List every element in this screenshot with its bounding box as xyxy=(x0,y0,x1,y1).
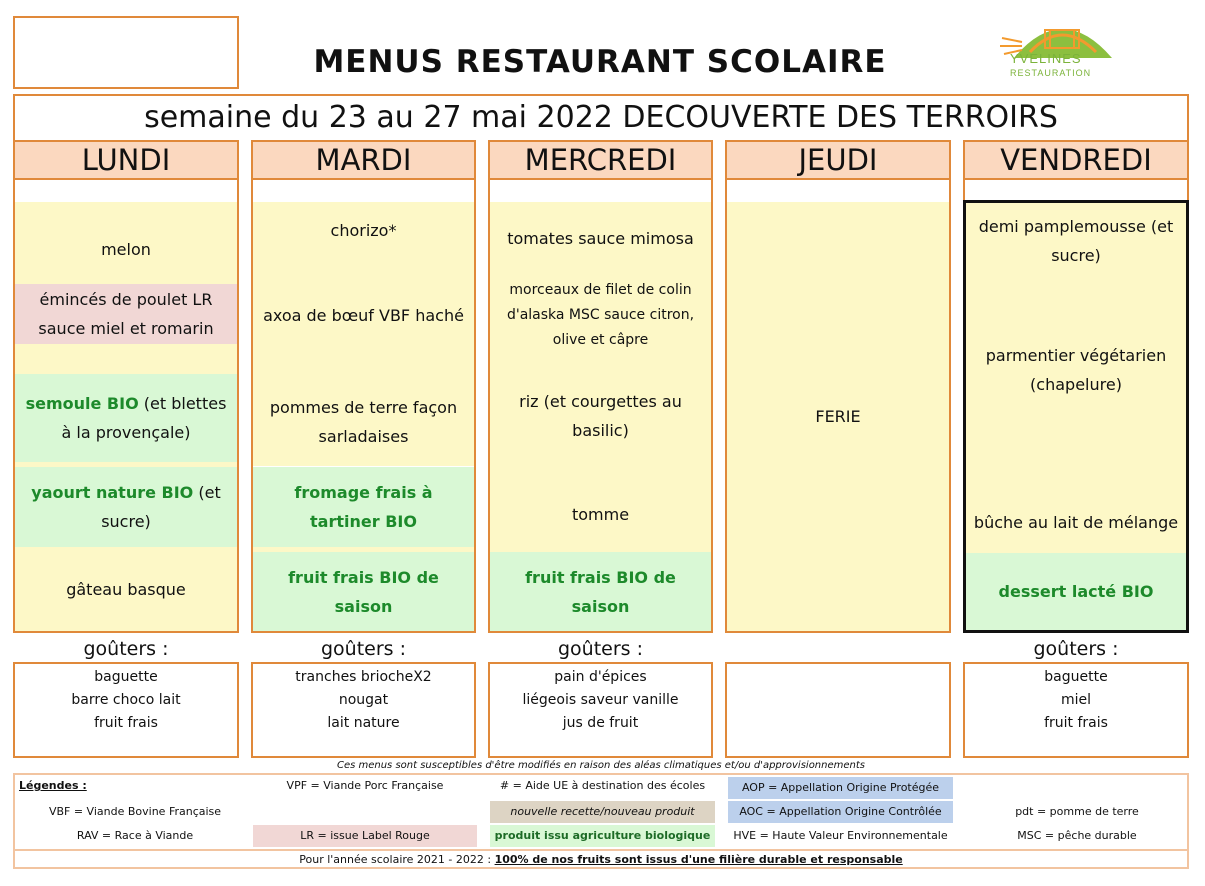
legend-vpf: VPF = Viande Porc Française xyxy=(286,779,444,792)
menu-dessert: fruit frais BIO de saison xyxy=(253,552,474,631)
gouter-item: lait nature xyxy=(327,715,400,731)
gouter-label-mardi: goûters : xyxy=(320,638,407,660)
blank-header-box xyxy=(13,16,239,89)
day-header-mardi: MARDI xyxy=(251,140,476,180)
legend-rav: RAV = Race à Viande xyxy=(76,829,194,842)
week-title: semaine du 23 au 27 mai 2022 DECOUVERTE DES TERROIRS xyxy=(13,94,1189,140)
gouter-box-jeudi xyxy=(725,662,951,758)
gouter-item: miel xyxy=(1060,692,1092,708)
day-header-jeudi: JEUDI xyxy=(725,140,951,180)
gouter-label-vendredi: goûters : xyxy=(1033,638,1119,660)
legend-aoc: AOC = Appellation Origine Contrôlée xyxy=(728,801,953,823)
bio-label: semoule BIO xyxy=(25,394,139,413)
menu-starter: chorizo* xyxy=(253,202,474,252)
legend-title: Légendes : xyxy=(19,779,87,792)
legend-new: nouvelle recette/nouveau produit xyxy=(490,801,715,823)
gouter-item: liégeois saveur vanille xyxy=(522,692,679,708)
menu-dessert: dessert lacté BIO xyxy=(966,553,1186,630)
legend-ue: # = Aide UE à destination des écoles xyxy=(499,779,706,792)
bio-label: yaourt nature BIO xyxy=(31,483,194,502)
footer-note xyxy=(13,849,1189,869)
menu-starter: melon xyxy=(15,202,237,296)
gouter-box-mardi xyxy=(251,662,476,758)
day-header-vendredi: VENDREDI xyxy=(963,140,1189,180)
gouter-box-lundi xyxy=(13,662,239,758)
menu-dairy: bûche au lait de mélange xyxy=(966,469,1186,553)
menu-main: parmentier végétarien (chapelure) xyxy=(966,279,1186,469)
dairy-detail: (et sucre) xyxy=(101,483,221,531)
day-header-lundi: LUNDI xyxy=(13,140,239,180)
menu-dairy: tomme xyxy=(490,476,711,552)
gouter-box-vendredi xyxy=(963,662,1189,758)
day-column-lundi xyxy=(13,180,239,633)
legend-aop: AOP = Appellation Origine Protégée xyxy=(728,777,953,799)
page-title: MENUS RESTAURANT SCOLAIRE xyxy=(313,44,887,80)
gouter-item: fruit frais xyxy=(1044,715,1108,731)
menu-side: pommes de terre façon sarladaises xyxy=(253,378,474,466)
gouter-box-mercredi xyxy=(488,662,713,758)
vendredi-highlight-box xyxy=(963,200,1189,633)
menu-main: émincés de poulet LR sauce miel et romarin xyxy=(15,284,237,344)
legend-hve: HVE = Haute Valeur Environnementale xyxy=(733,829,948,842)
legend-pdt: pdt = pomme de terre xyxy=(1015,805,1139,818)
gouter-item: barre choco lait xyxy=(71,692,181,708)
legend-bio: produit issu agriculture biologique xyxy=(490,825,715,847)
menu-dairy: fromage frais à tartiner BIO xyxy=(253,467,474,547)
gouter-item: tranches briocheX2 xyxy=(295,669,432,685)
gouter-item: nougat xyxy=(338,692,389,708)
gouter-item: jus de fruit xyxy=(562,715,639,731)
menu-dessert: gâteau basque xyxy=(15,547,237,631)
menu-dessert: fruit frais BIO de saison xyxy=(490,552,711,631)
day-column-mercredi xyxy=(488,180,713,633)
legend-vbf: VBF = Viande Bovine Française xyxy=(48,805,222,818)
legend-msc: MSC = pêche durable xyxy=(1017,829,1137,842)
legend-lr: LR = issue Label Rouge xyxy=(253,825,477,847)
menu-starter: tomates sauce mimosa xyxy=(490,202,711,274)
menu-side xyxy=(15,374,237,462)
logo-text: YVELINES xyxy=(1010,51,1082,66)
menu-spacer xyxy=(15,344,237,374)
footer-emphasis: 100% de nos fruits sont issus d'une filière durable et responsable xyxy=(494,853,903,866)
yvelines-logo xyxy=(1000,8,1125,82)
gouter-item: baguette xyxy=(1044,669,1108,685)
day-column-mardi xyxy=(251,180,476,633)
menu-main: morceaux de filet de colin d'alaska MSC sauce citron, olive et câpre xyxy=(490,274,711,356)
day-column-jeudi xyxy=(725,180,951,633)
gouter-label-mercredi: goûters : xyxy=(557,638,644,660)
gouter-item: pain d'épices xyxy=(554,669,647,685)
menu-dairy xyxy=(15,467,237,547)
gouter-label-jeudi xyxy=(725,636,951,662)
logo-subtext: RESTAURATION xyxy=(1010,68,1092,78)
disclaimer-notice: Ces menus sont susceptibles d'être modifiés en raison des aléas climatiques et/ou d'approvisionnements xyxy=(336,760,866,771)
menu-main: axoa de bœuf VBF haché xyxy=(253,252,474,378)
menu-ferie: FERIE xyxy=(727,202,949,631)
day-header-mercredi: MERCREDI xyxy=(488,140,713,180)
gouter-item: fruit frais xyxy=(94,715,158,731)
side-detail: (et blettes à la provençale) xyxy=(61,394,227,442)
menu-starter: demi pamplemousse (et sucre) xyxy=(966,203,1186,279)
footer-prefix: Pour l'année scolaire 2021 - 2022 : xyxy=(299,853,495,866)
gouter-label-lundi: goûters : xyxy=(83,638,169,660)
menu-side: riz (et courgettes au basilic) xyxy=(490,356,711,476)
gouter-item: baguette xyxy=(94,669,158,685)
